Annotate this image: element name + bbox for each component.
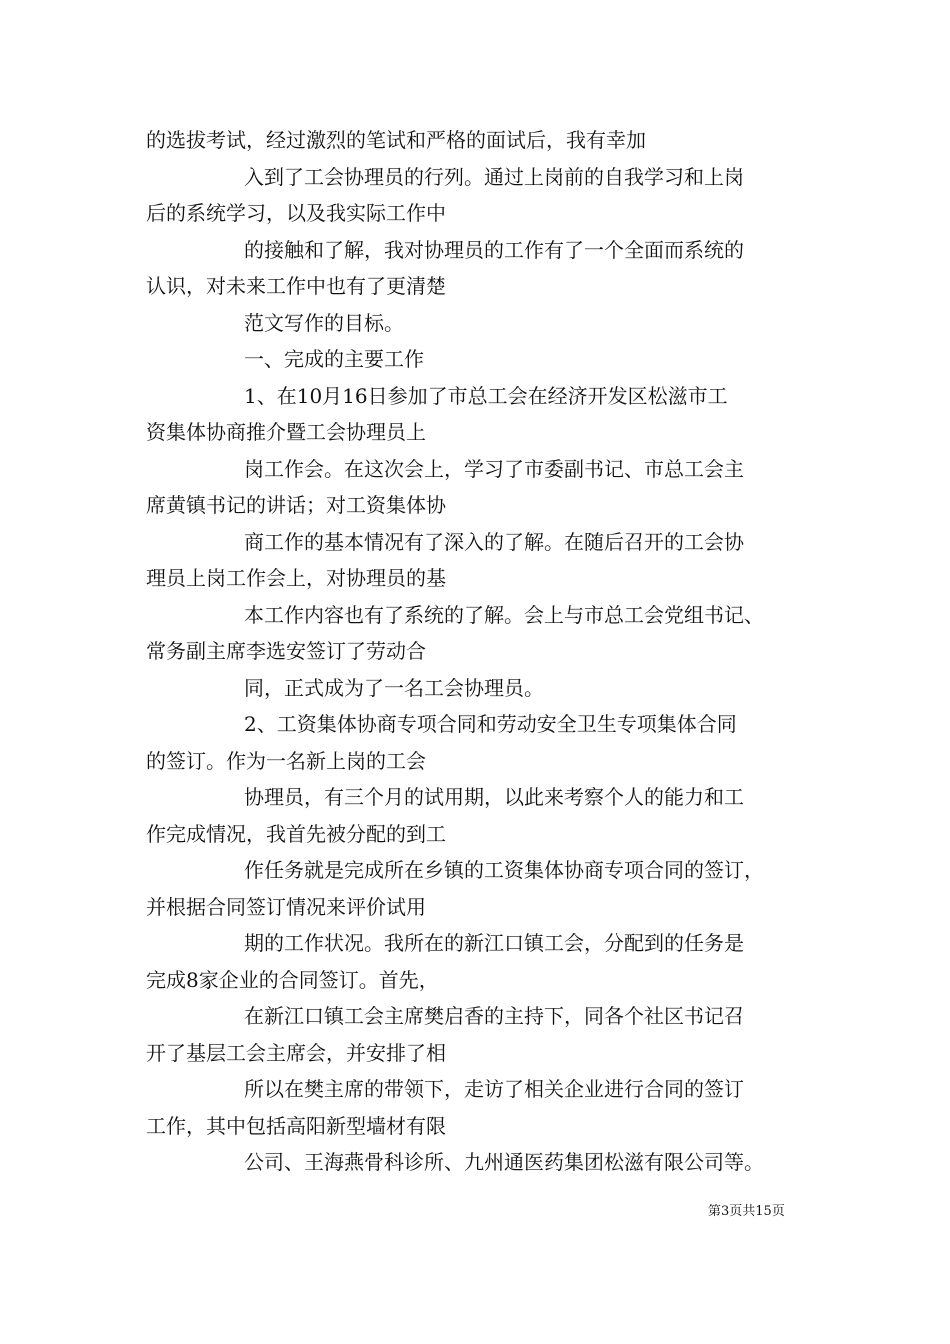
text-line: 理员上岗工作会上，对协理员的基	[146, 566, 446, 590]
text-line: 所以在樊主席的带领下，走访了相关企业进行合同的签订	[244, 1077, 744, 1101]
text-line: 本工作内容也有了系统的了解。会上与市总工会党组书记、	[244, 602, 764, 627]
text-line: 商工作的基本情况有了深入的了解。在随后召开的工会协	[244, 529, 744, 554]
page-number: 第3页共15页	[708, 1204, 785, 1219]
text-line: 1、在10月16日参加了市总工会在经济开发区松滋市工	[244, 383, 728, 408]
text-line: 完成8家企业的合同签订。首先，	[146, 967, 439, 992]
text-line: 协理员，有三个月的试用期，以此来考察个人的能力和工	[244, 785, 744, 809]
text-line: 在新江口镇工会主席樊启香的主持下，同各个社区书记召	[244, 1004, 744, 1028]
text-line: 认识，对未来工作中也有了更清楚	[146, 274, 446, 298]
text-line: 资集体协商推介暨工会协理员上	[146, 420, 426, 444]
text-line: 期的工作状况。我所在的新江口镇工会，分配到的任务是	[244, 931, 744, 955]
text-line: 作完成情况，我首先被分配的到工	[146, 821, 446, 846]
text-line: 的选拔考试，经过激烈的笔试和严格的面试后，我有幸加	[146, 128, 646, 152]
text-line: 公司、王海燕骨科诊所、九州通医药集团松滋有限公司等。	[244, 1150, 764, 1174]
text-line: 工作，其中包括高阳新型墙材有限	[146, 1113, 446, 1138]
text-line: 后的系统学习，以及我实际工作中	[146, 201, 446, 225]
document-body	[146, 122, 826, 1181]
text-line: 同，正式成为了一名工会协理员。	[244, 675, 544, 700]
text-line: 的签订。作为一名新上岗的工会	[146, 748, 426, 773]
text-line: 一、完成的主要工作	[244, 347, 424, 371]
text-line: 开了基层工会主席会，并安排了相	[146, 1040, 446, 1065]
text-line: 常务副主席李选安签订了劳动合	[146, 639, 426, 663]
text-line: 作任务就是完成所在乡镇的工资集体协商专项合同的签订，	[244, 858, 764, 882]
text-line: 的接触和了解，我对协理员的工作有了一个全面而系统的	[244, 237, 744, 262]
text-line: 2、工资集体协商专项合同和劳动安全卫生专项集体合同	[244, 712, 737, 736]
text-line: 范文写作的目标。	[244, 310, 404, 335]
text-line: 岗工作会。在这次会上，学习了市委副书记、市总工会主	[244, 456, 744, 481]
text-line: 并根据合同签订情况来评价试用	[146, 894, 426, 919]
text-line: 入到了工会协理员的行列。通过上岗前的自我学习和上岗	[244, 164, 744, 189]
text-line: 席黄镇书记的讲话；对工资集体协	[146, 493, 446, 517]
